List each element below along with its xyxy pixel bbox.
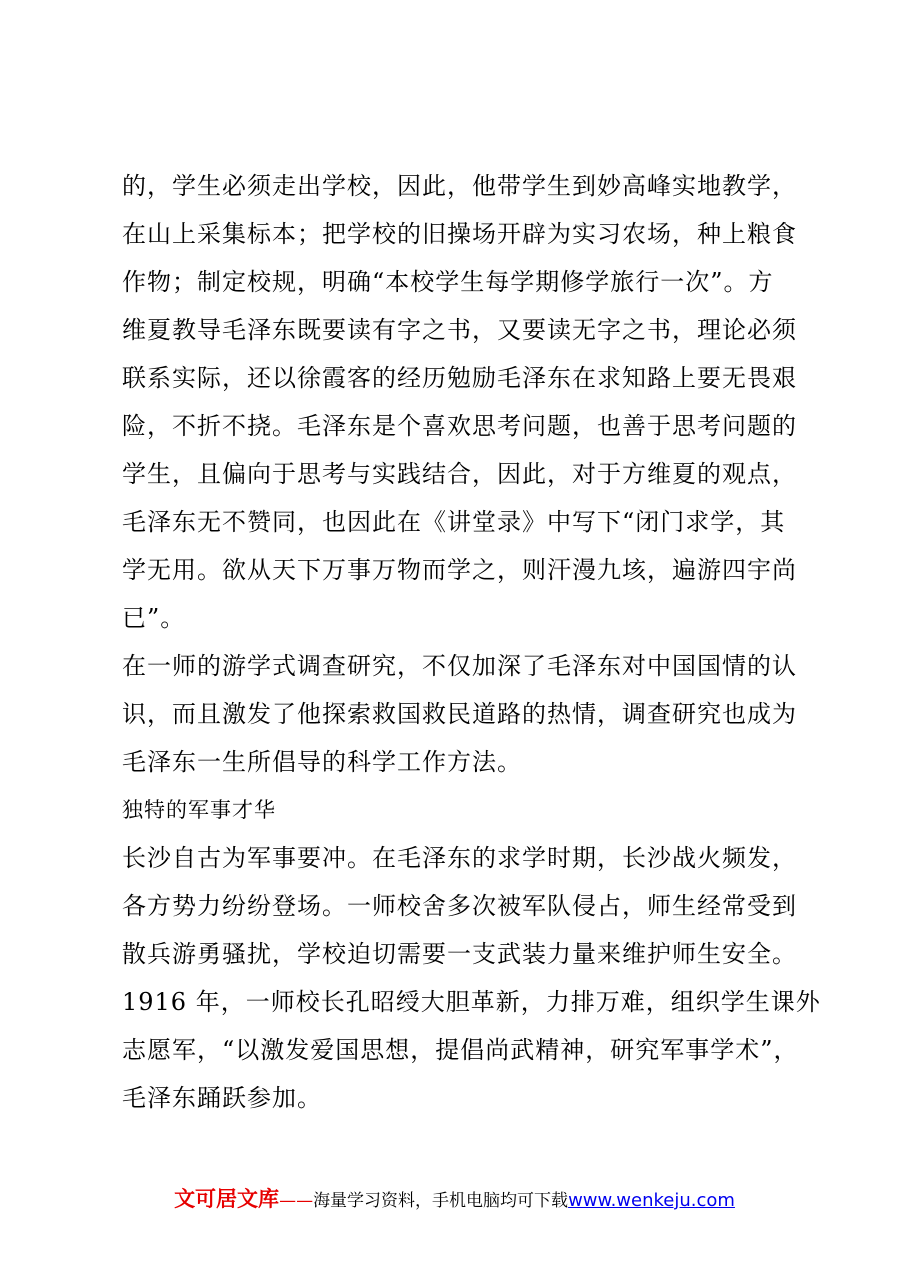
footer-site-link[interactable]: www.wenkeju.com <box>568 1190 735 1211</box>
section-heading: 独特的军事才华 <box>122 798 276 822</box>
text-line: 长沙自古为军事要冲。在毛泽东的求学时期，长沙战火频发， <box>122 844 797 872</box>
text-line: 毛泽东无不赞同，也因此在《讲堂录》中写下“闭门求学，其 <box>122 508 786 536</box>
text-line: 险，不折不挠。毛泽东是个喜欢思考问题，也善于思考问题的 <box>122 412 797 440</box>
text-line: 散兵游勇骚扰，学校迫切需要一支武装力量来维护师生安全。 <box>122 940 797 968</box>
footer-tagline: 海量学习资料，手机电脑均可下载 <box>313 1191 569 1211</box>
text-line: 维夏教导毛泽东既要读有字之书，又要读无字之书，理论必须 <box>122 316 797 344</box>
text-line: 各方势力纷纷登场。一师校舍多次被军队侵占，师生经常受到 <box>122 892 797 920</box>
text-line: 毛泽东一生所倡导的科学工作方法。 <box>122 748 522 776</box>
text-line: 已”。 <box>122 604 186 632</box>
text-line: 毛泽东踊跃参加。 <box>122 1084 322 1112</box>
text-line: 在一师的游学式调查研究，不仅加深了毛泽东对中国国情的认 <box>122 652 797 680</box>
footer <box>0 1183 909 1213</box>
footer-dash: —— <box>279 1191 314 1211</box>
text-line: 志愿军，“以激发爱国思想，提倡尚武精神，研究军事学术”， <box>122 1036 799 1064</box>
text-line: 在山上采集标本；把学校的旧操场开辟为实习农场，种上粮食 <box>122 220 797 248</box>
text-line: 学无用。欲从天下万事万物而学之，则汗漫九垓，遍游四宇尚 <box>122 556 797 584</box>
text-line: 作物；制定校规，明确“本校学生每学期修学旅行一次”。方 <box>122 268 774 296</box>
text-line: 学生，且偏向于思考与实践结合，因此，对于方维夏的观点， <box>122 460 797 488</box>
footer-brand: 文可居文库 <box>174 1187 280 1211</box>
text-line: 联系实际，还以徐霞客的经历勉励毛泽东在求知路上要无畏艰 <box>122 364 797 392</box>
text-line: 1916 年，一师校长孔昭绶大胆革新，力排万难，组织学生课外 <box>122 988 821 1016</box>
text-line: 识，而且激发了他探索救国救民道路的热情，调查研究也成为 <box>122 700 797 728</box>
text-line: 的，学生必须走出学校，因此，他带学生到妙高峰实地教学， <box>122 172 797 200</box>
document-body <box>122 162 821 1122</box>
